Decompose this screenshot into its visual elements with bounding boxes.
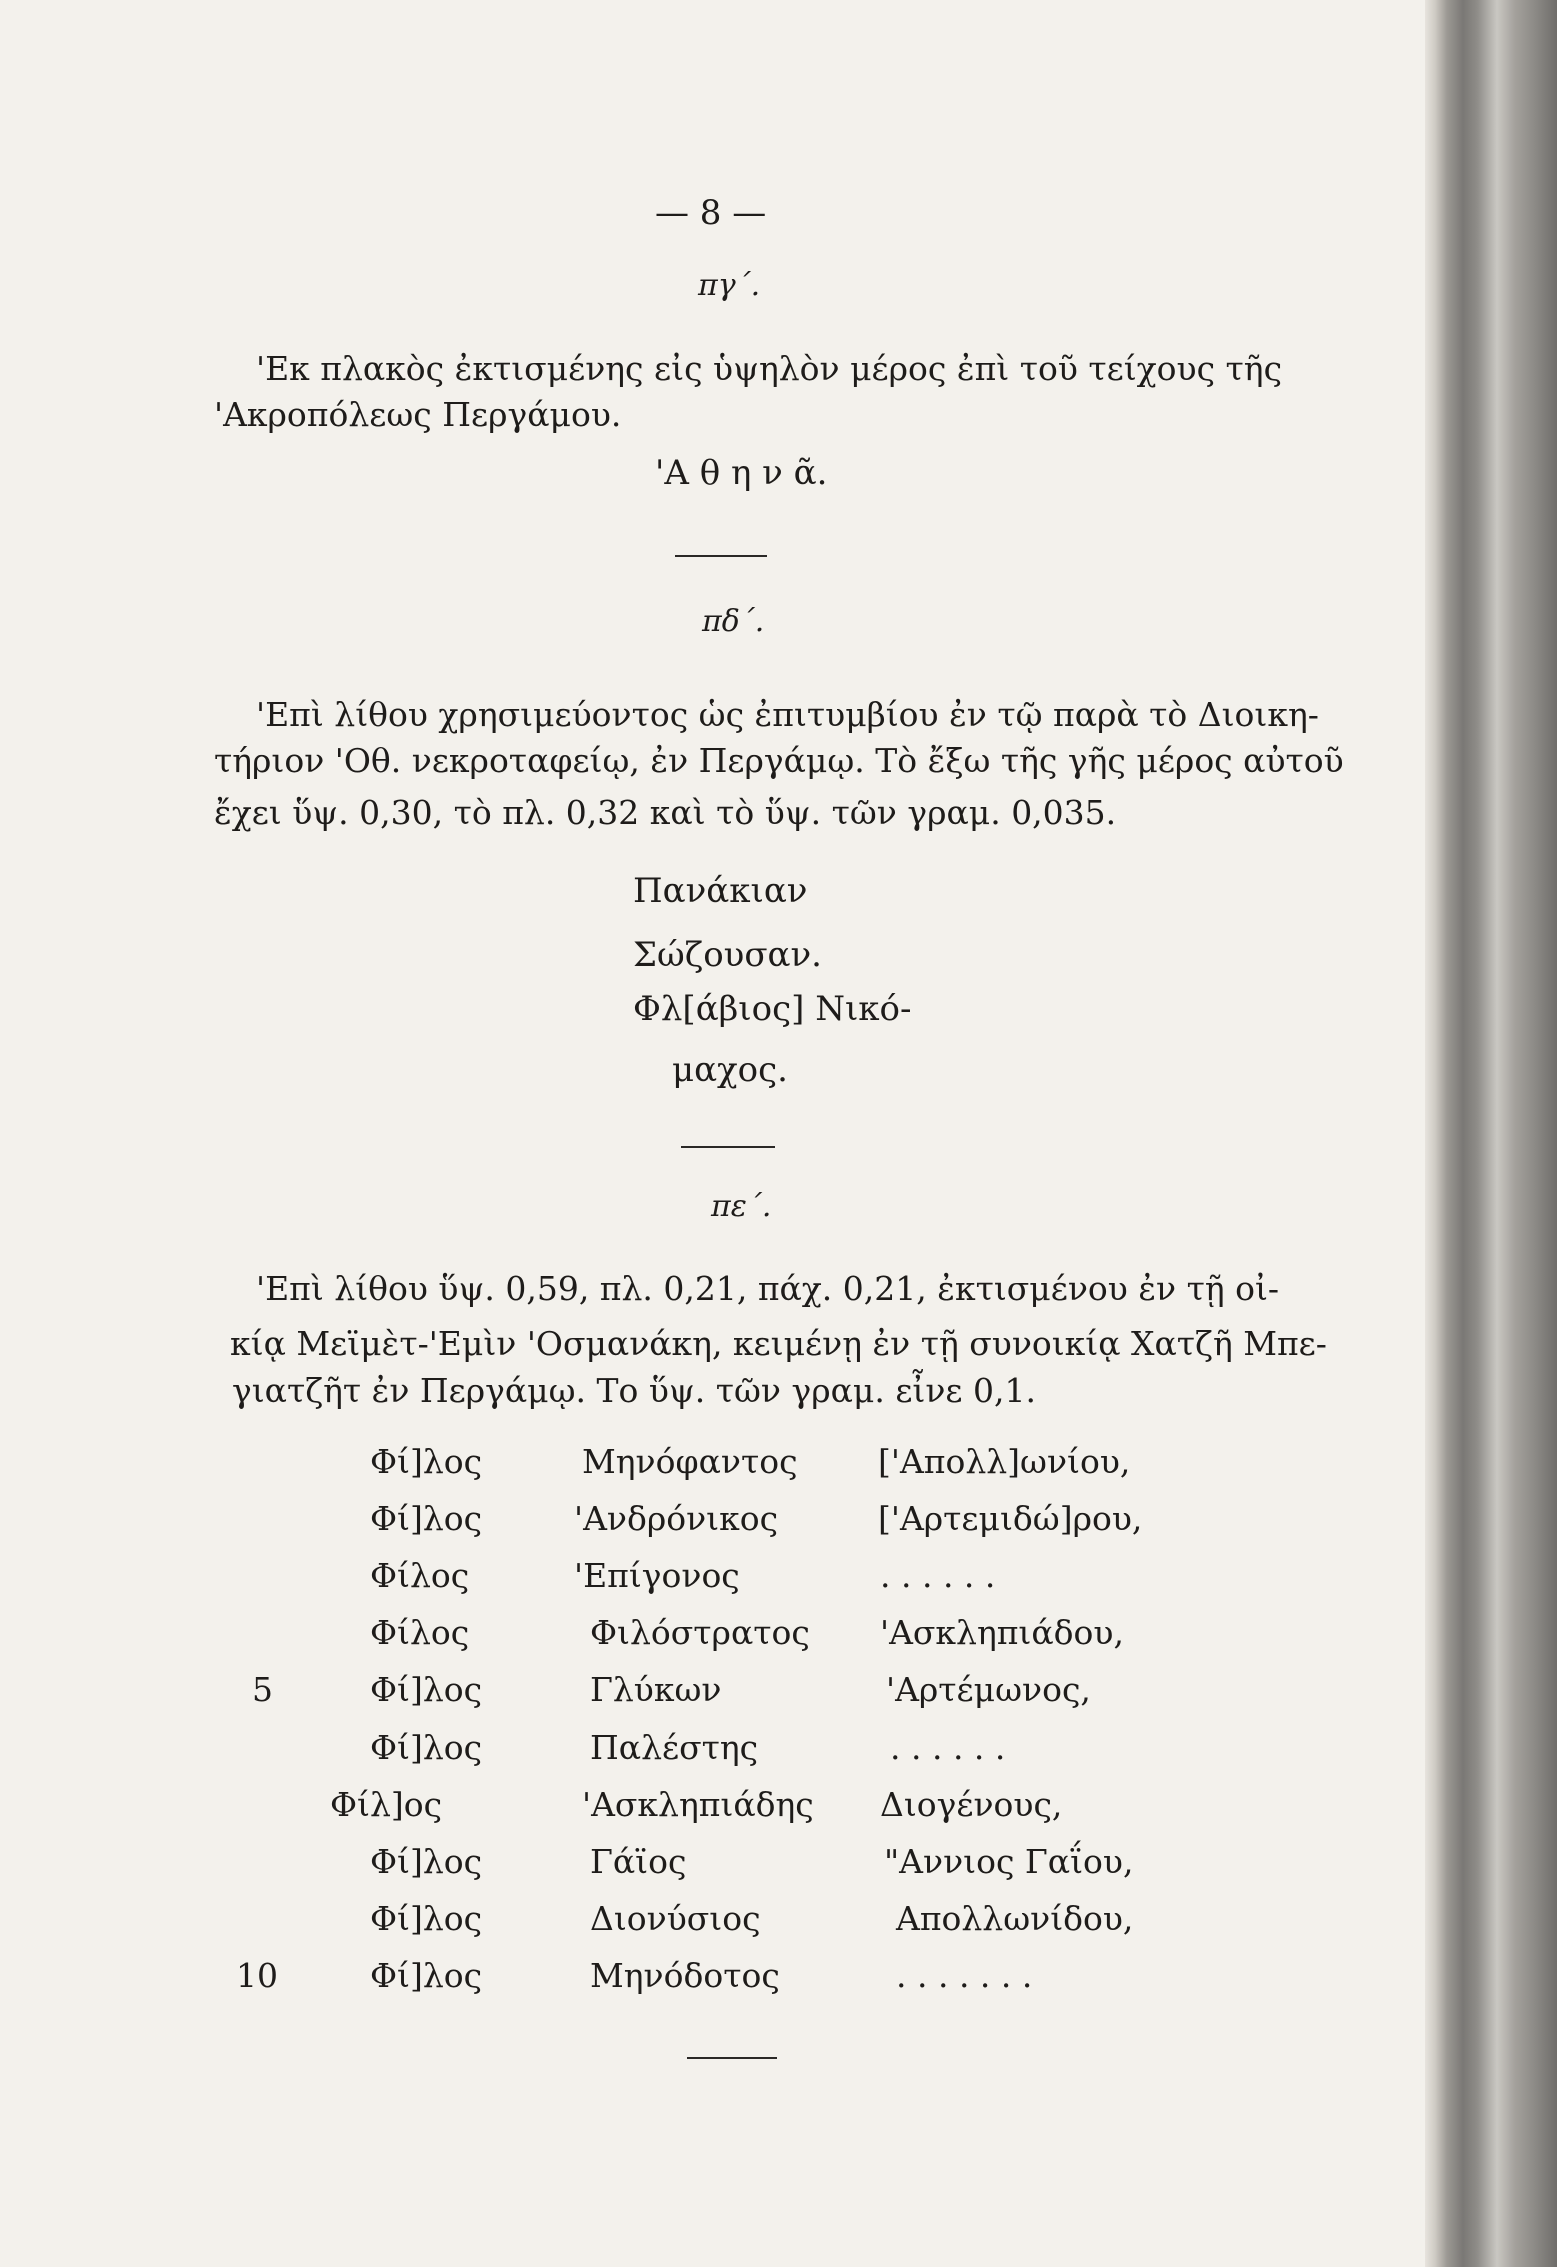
section-85-line-3: γιατζῆτ ἐν Περγάμῳ. Το ὕψ. τῶν γραμ. εἶνε 0,1. (232, 1371, 1036, 1410)
patronymic-column: Φιλόστρατος (590, 1613, 810, 1652)
section-83-line-2: 'Ακροπόλεως Περγάμου. (214, 395, 622, 434)
section-84-line-2: τήριον 'Οθ. νεκροταφείῳ, ἐν Περγάμῳ. Τὸ ἔξω τῆς γῆς μέρος αὐτοῦ (214, 741, 1344, 780)
name-column: Φί]λος (370, 1842, 483, 1881)
list-item (0, 1556, 1200, 1600)
patronymic-column: Γλύκων (590, 1670, 722, 1709)
divider (687, 2057, 777, 2059)
third-column: . . . . . . (880, 1556, 996, 1595)
third-column: . . . . . . (890, 1728, 1006, 1767)
book-spine-shadow (1425, 0, 1557, 2267)
section-83-line-1: 'Εκ πλακὸς ἐκτισμένης εἰς ὑψηλὸν μέρος ἐπὶ τοῦ τείχους τῆς (256, 349, 1283, 388)
patronymic-column: Γάϊος (590, 1842, 687, 1881)
list-item (0, 1670, 1200, 1714)
third-column: ['Απολλ]ωνίου, (878, 1442, 1131, 1481)
list-item (0, 1842, 1200, 1886)
patronymic-column: 'Επίγονος (574, 1556, 740, 1595)
name-column: Φί]λος (370, 1670, 483, 1709)
third-column: 'Αρτέμωνος, (886, 1670, 1091, 1709)
name-column: Φί]λος (370, 1728, 483, 1767)
page-number: — 8 — (655, 193, 767, 233)
section-number-84: πδ΄. (702, 604, 765, 639)
inscription-line-4: μαχος. (672, 1050, 788, 1090)
patronymic-column: Μηνόδοτος (590, 1956, 780, 1995)
third-column: Διογένους, (880, 1785, 1063, 1824)
name-column: Φίλος (370, 1613, 470, 1652)
list-item (0, 1499, 1200, 1543)
divider (681, 1146, 775, 1148)
list-item (0, 1613, 1200, 1657)
section-85-line-1: 'Επὶ λίθου ὕψ. 0,59, πλ. 0,21, πάχ. 0,21, ἐκτισμένου ἐν τῇ οἰ- (256, 1269, 1280, 1308)
section-84-line-3: ἔχει ὕψ. 0,30, τὸ πλ. 0,32 καὶ τὸ ὕψ. τῶν γραμ. 0,035. (214, 793, 1117, 832)
name-column: Φί]λος (370, 1442, 483, 1481)
list-item (0, 1956, 1200, 2000)
patronymic-column: Διονύσιος (590, 1899, 761, 1938)
inscription-line-1: Πανάκιαν (633, 871, 808, 911)
third-column: ['Αρτεμιδώ]ρου, (878, 1499, 1143, 1538)
third-column: "Αννιος Γαΐου, (884, 1842, 1134, 1881)
line-number: 10 (236, 1956, 278, 1995)
third-column: . . . . . . . (896, 1956, 1033, 1995)
list-item (0, 1785, 1200, 1829)
divider (675, 555, 767, 557)
section-85-line-2: κίᾳ Μεϊμὲτ-'Εμὶν 'Οσμανάκη, κειμένῃ ἐν τῇ συνοικίᾳ Χατζῆ Μπε- (230, 1324, 1327, 1363)
section-number-85: πε΄. (711, 1189, 772, 1224)
name-column: Φίλ]ος (330, 1785, 443, 1824)
list-item (0, 1899, 1200, 1943)
inscription-line-3: Φλ[άβιος] Νικό- (633, 989, 912, 1029)
section-84-line-1: 'Επὶ λίθου χρησιμεύοντος ὡς ἐπιτυμβίου ἐν τῷ παρὰ τὸ Διοικη- (256, 695, 1319, 734)
patronymic-column: 'Ανδρόνικος (574, 1499, 779, 1538)
list-item (0, 1442, 1200, 1486)
patronymic-column: Μηνόφαντος (582, 1442, 798, 1481)
name-column: Φίλος (370, 1556, 470, 1595)
line-number: 5 (252, 1670, 273, 1709)
patronymic-column: Παλέστης (590, 1728, 759, 1767)
list-item (0, 1728, 1200, 1772)
section-number-83: πγ΄. (698, 268, 761, 303)
patronymic-column: 'Ασκληπιάδης (582, 1785, 814, 1824)
third-column: 'Ασκληπιάδου, (880, 1613, 1124, 1652)
name-column: Φί]λος (370, 1956, 483, 1995)
section-83-location: 'Α θ η ν ᾶ. (655, 453, 828, 493)
inscription-line-2: Σώζουσαν. (633, 935, 822, 975)
name-column: Φί]λος (370, 1499, 483, 1538)
name-column: Φί]λος (370, 1899, 483, 1938)
third-column: Απολλωνίδου, (896, 1899, 1134, 1938)
